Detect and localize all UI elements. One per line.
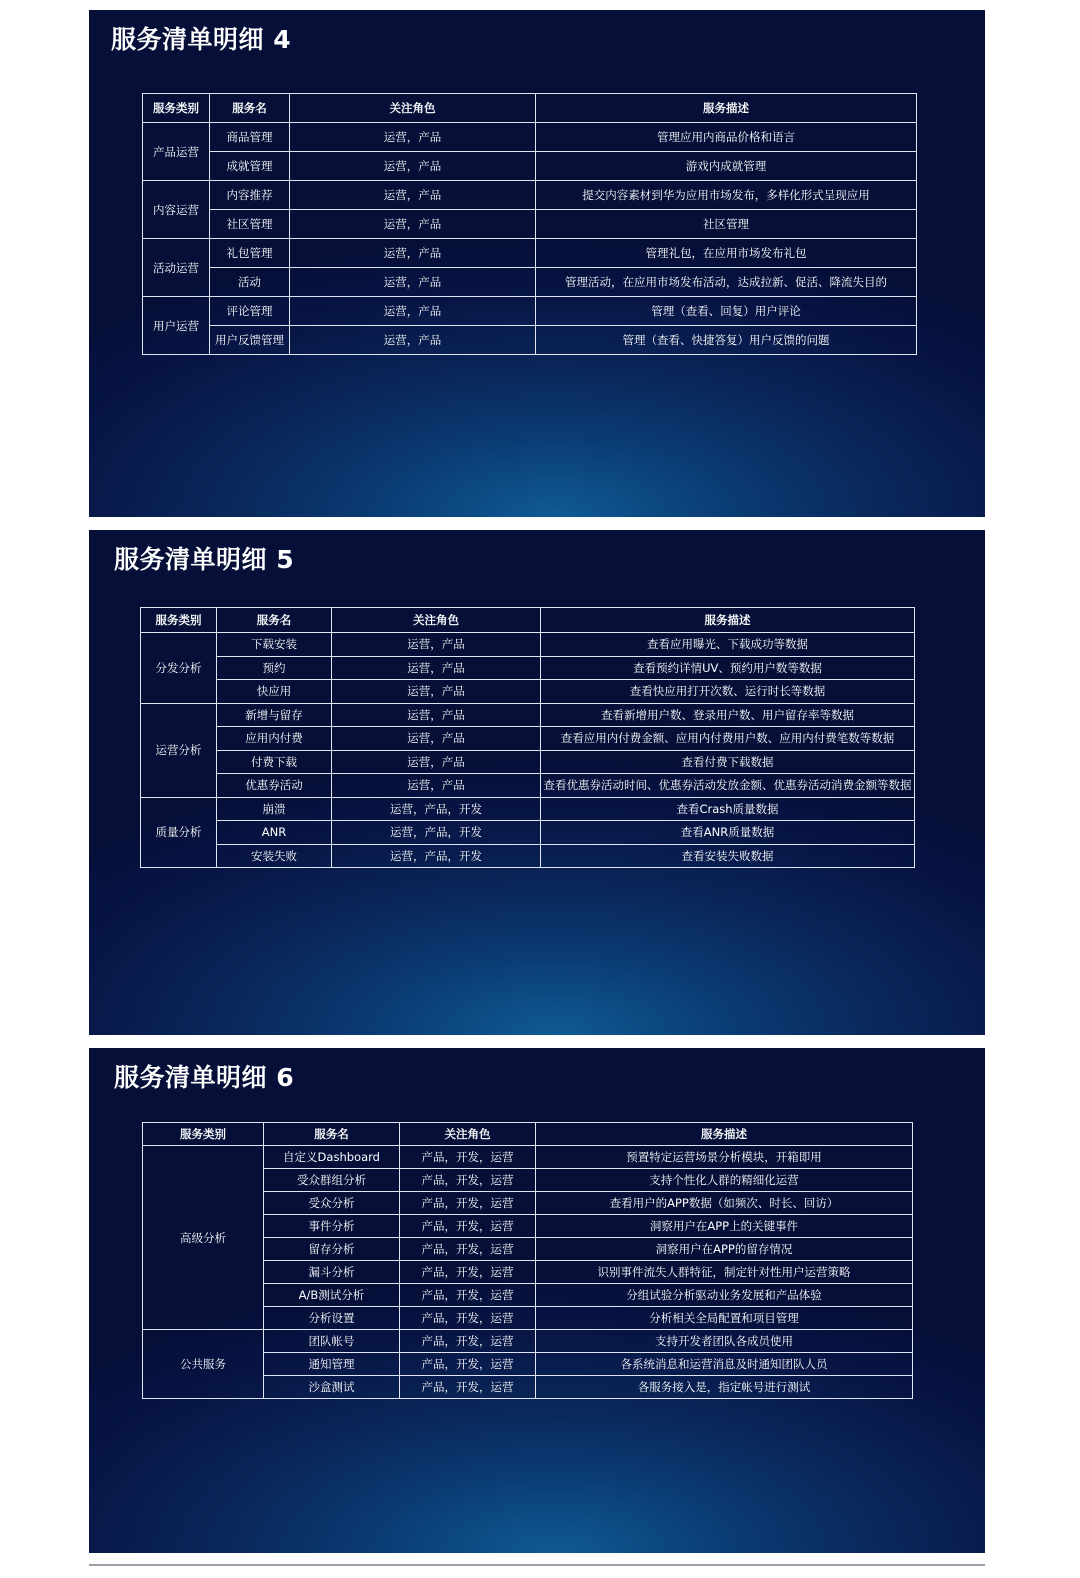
service-name-cell: 社区管理 [210,210,290,239]
description-cell: 查看Crash质量数据 [541,797,915,821]
service-name-cell: 快应用 [217,680,332,704]
service-name-cell: 受众群组分析 [264,1169,400,1192]
description-cell: 社区管理 [536,210,917,239]
header-roles: 关注角色 [290,94,536,123]
service-name-cell: 崩溃 [217,797,332,821]
header-roles: 关注角色 [332,608,541,633]
table-row [143,297,917,326]
slide-title: 服务清单明细 5 [114,545,295,574]
service-name-cell: A/B测试分析 [264,1284,400,1307]
header-category: 服务类别 [143,1123,264,1146]
header-category: 服务类别 [141,608,217,633]
service-name-cell: 内容推荐 [210,181,290,210]
description-cell: 分析相关全局配置和项目管理 [536,1307,913,1330]
description-cell: 查看预约详情UV、预约用户数等数据 [541,656,915,680]
service-name-cell: 分析设置 [264,1307,400,1330]
roles-cell: 运营，产品 [290,326,536,355]
service-name-cell: 沙盒测试 [264,1376,400,1399]
category-cell: 公共服务 [143,1330,264,1399]
service-name-cell: 付费下载 [217,750,332,774]
service-name-cell: 评论管理 [210,297,290,326]
description-cell: 洞察用户在APP上的关键事件 [536,1215,913,1238]
roles-cell: 运营，产品 [332,750,541,774]
header-service-name: 服务名 [217,608,332,633]
service-name-cell: 通知管理 [264,1353,400,1376]
description-cell: 查看优惠券活动时间、优惠券活动发放金额、优惠券活动消费金额等数据 [541,774,915,798]
description-cell: 洞察用户在APP的留存情况 [536,1238,913,1261]
category-cell: 分发分析 [141,633,217,704]
service-name-cell: 新增与留存 [217,703,332,727]
description-cell: 预置特定运营场景分析模块，开箱即用 [536,1146,913,1169]
roles-cell: 运营，产品 [332,680,541,704]
table-header-row [143,1123,913,1146]
table-header-row [141,608,915,633]
description-cell: 游戏内成就管理 [536,152,917,181]
service-table [140,607,915,868]
description-cell: 管理活动，在应用市场发布活动，达成拉新、促活、降流失目的 [536,268,917,297]
roles-cell: 产品，开发，运营 [400,1353,536,1376]
description-cell: 管理礼包，在应用市场发布礼包 [536,239,917,268]
description-cell: 管理应用内商品价格和语言 [536,123,917,152]
roles-cell: 产品，开发，运营 [400,1376,536,1399]
table-row [141,774,915,798]
description-cell: 查看付费下载数据 [541,750,915,774]
table-row [143,123,917,152]
description-cell: 查看应用内付费金额、应用内付费用户数、应用内付费笔数等数据 [541,727,915,751]
description-cell: 查看快应用打开次数、运行时长等数据 [541,680,915,704]
roles-cell: 产品，开发，运营 [400,1261,536,1284]
table-row [143,1146,913,1169]
table-row [141,680,915,704]
category-cell: 产品运营 [143,123,210,181]
table-row [141,656,915,680]
page-divider [89,1564,985,1566]
description-cell: 查看ANR质量数据 [541,821,915,845]
roles-cell: 运营，产品，开发 [332,844,541,868]
slide-title: 服务清单明细 4 [111,25,292,54]
description-cell: 识别事件流失人群特征，制定针对性用户运营策略 [536,1261,913,1284]
description-cell: 查看应用曝光、下载成功等数据 [541,633,915,657]
table-row [141,821,915,845]
roles-cell: 运营，产品 [290,239,536,268]
roles-cell: 运营，产品 [290,268,536,297]
description-cell: 提交内容素材到华为应用市场发布，多样化形式呈现应用 [536,181,917,210]
table-row [141,844,915,868]
table-row [141,703,915,727]
description-cell: 查看用户的APP数据（如频次、时长、回访） [536,1192,913,1215]
roles-cell: 产品，开发，运营 [400,1192,536,1215]
table-row [141,727,915,751]
header-roles: 关注角色 [400,1123,536,1146]
service-name-cell: 漏斗分析 [264,1261,400,1284]
roles-cell: 产品，开发，运营 [400,1284,536,1307]
service-table [142,1122,913,1399]
roles-cell: 产品，开发，运营 [400,1238,536,1261]
table-row [143,152,917,181]
roles-cell: 产品，开发，运营 [400,1146,536,1169]
service-name-cell: ANR [217,821,332,845]
service-name-cell: 下载安装 [217,633,332,657]
service-name-cell: 事件分析 [264,1215,400,1238]
roles-cell: 产品，开发，运营 [400,1307,536,1330]
category-cell: 内容运营 [143,181,210,239]
roles-cell: 产品，开发，运营 [400,1330,536,1353]
roles-cell: 运营，产品 [290,123,536,152]
service-table [142,93,917,355]
table-row [143,239,917,268]
description-cell: 各服务接入是，指定帐号进行测试 [536,1376,913,1399]
table-row [143,1330,913,1353]
header-description: 服务描述 [536,1123,913,1146]
roles-cell: 运营，产品 [332,656,541,680]
slide-6 [89,1048,985,1553]
roles-cell: 运营，产品，开发 [332,797,541,821]
header-service-name: 服务名 [210,94,290,123]
service-name-cell: 优惠券活动 [217,774,332,798]
service-name-cell: 留存分析 [264,1238,400,1261]
header-description: 服务描述 [536,94,917,123]
roles-cell: 运营，产品 [332,703,541,727]
description-cell: 管理（查看、快捷答复）用户反馈的问题 [536,326,917,355]
category-cell: 高级分析 [143,1146,264,1330]
table-row [143,268,917,297]
roles-cell: 运营，产品，开发 [332,821,541,845]
description-cell: 分组试验分析驱动业务发展和产品体验 [536,1284,913,1307]
header-service-name: 服务名 [264,1123,400,1146]
roles-cell: 运营，产品 [290,152,536,181]
service-name-cell: 预约 [217,656,332,680]
service-name-cell: 成就管理 [210,152,290,181]
service-name-cell: 应用内付费 [217,727,332,751]
roles-cell: 产品，开发，运营 [400,1215,536,1238]
roles-cell: 运营，产品 [332,633,541,657]
header-category: 服务类别 [143,94,210,123]
slide-4 [89,10,985,517]
roles-cell: 运营，产品 [290,297,536,326]
description-cell: 查看安装失败数据 [541,844,915,868]
description-cell: 各系统消息和运营消息及时通知团队人员 [536,1353,913,1376]
table-header-row [143,94,917,123]
roles-cell: 产品，开发，运营 [400,1169,536,1192]
category-cell: 质量分析 [141,797,217,868]
service-name-cell: 安装失败 [217,844,332,868]
roles-cell: 运营，产品 [290,181,536,210]
description-cell: 支持个性化人群的精细化运营 [536,1169,913,1192]
service-name-cell: 商品管理 [210,123,290,152]
description-cell: 支持开发者团队各成员使用 [536,1330,913,1353]
category-cell: 用户运营 [143,297,210,355]
table-row [143,326,917,355]
service-name-cell: 受众分析 [264,1192,400,1215]
category-cell: 运营分析 [141,703,217,797]
description-cell: 管理（查看、回复）用户评论 [536,297,917,326]
service-name-cell: 团队帐号 [264,1330,400,1353]
slide-title: 服务清单明细 6 [114,1063,295,1092]
slide-5 [89,530,985,1035]
table-row [141,750,915,774]
service-name-cell: 礼包管理 [210,239,290,268]
service-name-cell: 活动 [210,268,290,297]
roles-cell: 运营，产品 [332,727,541,751]
roles-cell: 运营，产品 [332,774,541,798]
table-row [141,797,915,821]
table-row [143,181,917,210]
description-cell: 查看新增用户数、登录用户数、用户留存率等数据 [541,703,915,727]
service-name-cell: 用户反馈管理 [210,326,290,355]
service-name-cell: 自定义Dashboard [264,1146,400,1169]
roles-cell: 运营，产品 [290,210,536,239]
category-cell: 活动运营 [143,239,210,297]
table-row [143,210,917,239]
table-row [141,633,915,657]
header-description: 服务描述 [541,608,915,633]
